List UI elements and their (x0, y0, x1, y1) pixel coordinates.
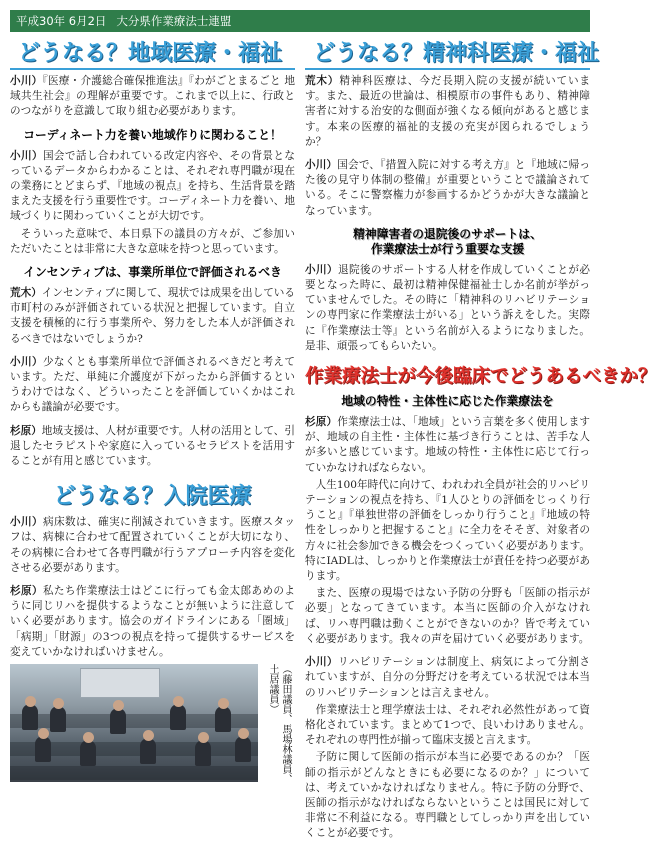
speaker-label: 小川） (305, 159, 338, 172)
attendee-figure (235, 736, 251, 762)
paragraph (10, 424, 295, 470)
speaker-label: 荒木） (305, 75, 340, 87)
attendee-figure (22, 704, 38, 730)
paragraph (10, 286, 295, 347)
subheading-local-characteristics: 地域の特性・主体性に応じた作業療法を (341, 394, 554, 409)
meeting-photo-block (10, 664, 295, 784)
paragraph: そういった意味で、本日県下の議員の方々が、ご参加いただいたことは非常に大きな意味を持つと思っています。 (10, 227, 295, 255)
organization-name: 大分県作業療法士連盟 (116, 14, 232, 28)
attendee-figure (170, 704, 186, 730)
issue-date: 平成30年 6月2日 (16, 14, 107, 28)
paragraph-text: 私たち作業療法士はどこに行っても金太郎あめのように同じリハを提供するようなことが無いように注意していく必要があります。協会のガイドラインにある「圏域」「病期」「財源」の3つの視点を持って提供するサービスを変えていかなければいけません。 (10, 585, 296, 658)
paragraph-text: 国会で話し合われている改定内容や、その背景となっているデータからわかることは、それぞれ専門職が現在の業務にとどまらず、『地域の視点』を持ち、生活背景を踏まえた支援を行う重要性です。コーディネート力を養い、地域づくりに関わっていくことが大切です。 (10, 149, 295, 223)
attendee-figure (215, 706, 231, 732)
paragraph-text: インセンティブに関して、現状では成果を出している市町村のみが評価されている状況と把握しています。自立支援を積極的に行う事業所や、努力をした本人が評価されるべきではないでしょうか? (10, 287, 295, 345)
speaker-label: 小川） (10, 355, 43, 368)
subheading-incentive: インセンティブは、事業所単位で評価されるべき (23, 265, 282, 280)
left-column (10, 34, 295, 860)
paragraph (305, 158, 590, 219)
speaker-label: 杉原） (10, 424, 42, 437)
speaker-label: 荒木） (10, 287, 42, 300)
section-heading-community-care: どうなる？地域医療・福祉 (10, 34, 295, 70)
paragraph-text: 少なくとも事業所単位で評価されるべきだと考えています。ただ、単純に介護度が下がったから評価するというわけではなく、どういったことを評価していくかはこれからも議論が必要です。 (10, 355, 296, 414)
photo-caption: （藤田議員、馬場林議員、土居議員） (267, 664, 291, 785)
paragraph (305, 263, 590, 354)
speaker-label: 杉原） (305, 416, 338, 429)
paragraph-text: 『医療・介護総合確保推進法』『わがごとまるごと 地域共生社会』の理解が重要です。これまで以上に、行政とのつながりを意識して取り組む必要があります。 (10, 75, 296, 118)
paragraph (10, 149, 295, 225)
attendee-figure (35, 736, 51, 762)
speaker-label: 小川） (10, 516, 44, 529)
paragraph-text: 国会で、『措置入院に対する考え方』と『地域に帰った後の見守り体制の整備』が重要ということで議論されている。そこに警察権力が参画するかどうかが大きな議論となっています。 (305, 159, 590, 217)
attendee-figure (195, 740, 211, 766)
subheading-line: 精神障害者の退院後のサポートは、 (353, 226, 542, 241)
paragraph-text: 精神科医療は、今だ長期入院の支援が続いています。また、最近の世論は、相模原市の事件もあり、精神障害者に対する治安的な側面が強くなる傾向があると感じます。本来の医療的福祉的支援の充実が図られるでしょうか？ (305, 75, 591, 148)
subheading-coordination: コーディネート力を養い地域作りに関わること！ (23, 127, 282, 142)
newsletter-header-bar (10, 10, 590, 32)
paragraph (305, 74, 590, 150)
paragraph-text: 退院後のサポートする人材を作成していくことが必要となった時に、最初は精神保健福祉士しか名前が挙がっていませんでした。その時に「精神科のリハビリテーションの専門家に作業療法士がいる」という訴えをした。実際に『作業療法士等』という名前が入るようになりました。是非、頑張ってもらいたい。 (305, 263, 590, 352)
paragraph (10, 515, 295, 576)
projection-screen (80, 668, 160, 698)
section-heading-inpatient-care: どうなる？入院医療 (53, 484, 252, 510)
speaker-label: 小川） (10, 75, 43, 87)
subheading-line: 作業療法士が行う重要な支援 (370, 241, 525, 256)
attendee-figure (110, 708, 126, 734)
section-heading-future-clinic: 作業療法士が今後臨床でどうあるべきか？ (305, 366, 657, 388)
paragraph (10, 355, 295, 416)
speaker-label: 杉原） (10, 585, 43, 598)
paragraph-text: 地域支援は、人材が重要です。人材の活用として、引退したセラピストや家庭に入っているセラピストを活用することが有用と感じています。 (10, 424, 295, 468)
paragraph (10, 74, 295, 120)
paragraph (305, 415, 590, 476)
paragraph (10, 584, 295, 660)
attendee-figure (50, 706, 66, 732)
paragraph: 予防に関して医師の指示が本当に必要であるのか？「医師の指示がどんなときにも必要になるのか？」については、考えていかなければなりません。特に予防の分野で、医師の指示がなければならないということは国民に対して非常に不利益になる。専門職としてしっかり声を出していくことが必要です。 (305, 751, 590, 840)
paragraph-text: 病床数は、確実に削減されていきます。医療スタッフは、病棟に合わせて配置されていくことが大切になり、その病棟に合わせて各専門職が行うアプローチ内容を変化させる必要があります。 (10, 516, 295, 574)
meeting-photo (10, 664, 258, 782)
paragraph: また、医療の現場ではない予防の分野も「医師の指示が必要」となってきています。本当に医師の介入がなければ、リハ専門職は動くことができないのか？皆で考えていく必要があります。我々の声を届けていく必要があります。 (305, 587, 590, 645)
paragraph: 作業療法士と理学療法士は、それぞれ必然性があって資格化されています。まとめて1つで、良いわけありません。それぞれの専門性が揃って臨床支援と言えます。 (305, 703, 590, 747)
paragraph-text: リハビリテーションは制度上、病気によって分割されていますが、自分の分野だけを考えている状況では本当のリハビリテーションとは言えません。 (305, 656, 591, 699)
right-column (305, 34, 657, 860)
speaker-label: 小川） (305, 263, 338, 276)
audience-row (10, 766, 258, 780)
paragraph-text: 作業療法士は、「地域」という言葉を多く使用しますが、地域の自主性・主体性に基づき行うことは、苦手な人が多いと感じています。地域の特性・主体性に応じて行っていかなければならない。 (305, 416, 591, 474)
subheading-post-discharge (305, 227, 590, 257)
attendee-figure (140, 738, 156, 764)
paragraph: 人生100年時代に向けて、われわれ全員が社会的リハビリテーションの視点を持ち、『1人ひとりの評価をじっくり行うこと』『単独世帯の評価をしっかり行うこと』『地域の特性をしっかりと把握すること』に全力をそそぎ、対象者の方々に社会参加できる機会をつくっていく必要があります。特にIADLは、しっかりと作業療法士が責任を持つ必要があります。 (305, 478, 590, 583)
paragraph (305, 655, 590, 701)
speaker-label: 小川） (305, 656, 339, 669)
section-heading-psychiatric-care: どうなる？精神科医療・福祉 (305, 34, 590, 70)
attendee-figure (80, 740, 96, 766)
speaker-label: 小川） (10, 149, 43, 162)
